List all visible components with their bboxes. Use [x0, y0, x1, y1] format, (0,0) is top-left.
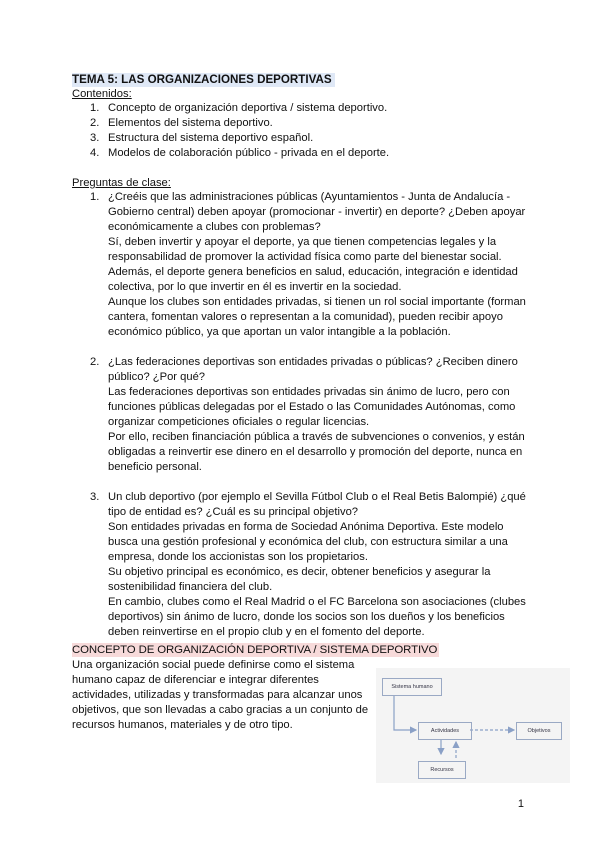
answer-line: Su objetivo principal es económico, es decir, obtener beneficios y asegurar la — [108, 566, 491, 578]
diagram-box-recursos: Recursos — [418, 761, 466, 779]
answer-line: Además, el deporte genera beneficios en salud, educación, integración e identidad — [108, 266, 518, 278]
answer-line: sostenibilidad financiera del club. — [108, 581, 273, 593]
diagram-box-sistema-humano: Sistema humano — [382, 678, 442, 696]
paragraph-line: recursos humanos, materiales y de otro tipo. — [72, 719, 293, 731]
answer-line: organizar competiciones oficiales o regular licencias. — [108, 416, 370, 428]
list-number: 2. — [90, 117, 100, 129]
page-number: 1 — [517, 798, 524, 810]
answer-line: deportivos) sin ánimo de lucro, donde los socios son los dueños y los beneficios — [108, 611, 505, 623]
answer-line: Aunque los clubes son entidades privadas, si tienen un rol social importante (forman — [108, 296, 526, 308]
questions-heading: Preguntas de clase: — [72, 177, 171, 189]
list-number: 4. — [90, 147, 100, 159]
answer-line: En cambio, clubes como el Real Madrid o el FC Barcelona son asociaciones (clubes — [108, 596, 526, 608]
list-number: 3. — [90, 132, 100, 144]
paragraph-line: Una organización social puede definirse como el sistema — [72, 659, 355, 671]
question-line: tipo de entidad es? ¿Cuál es su principal objetivo? — [108, 506, 359, 518]
answer-line: funciones públicas delegadas por el Estado o las Comunidades Autónomas, como — [108, 401, 516, 413]
question-number: 1. — [90, 191, 100, 203]
question-number: 3. — [90, 491, 100, 503]
question-line: económicamente a clubes con problemas? — [108, 221, 321, 233]
answer-line: colectiva, por lo que invertir en él es invertir en la sociedad. — [108, 281, 402, 293]
paragraph-line: objetivos, que son llevadas a cabo gracias a un conjunto de — [72, 704, 369, 716]
organization-diagram — [376, 668, 570, 783]
question-number: 2. — [90, 356, 100, 368]
page-title: TEMA 5: LAS ORGANIZACIONES DEPORTIVAS — [72, 73, 335, 87]
answer-line: deben reinvertirse en el propio club y en el fomento del deporte. — [108, 626, 425, 638]
list-number: 1. — [90, 102, 100, 114]
contents-heading: Contenidos: — [72, 88, 132, 100]
question-line: ¿Creéis que las administraciones públicas (Ayuntamientos - Junta de Andalucía - — [108, 191, 511, 203]
list-text: Estructura del sistema deportivo español. — [108, 132, 314, 144]
list-text: Elementos del sistema deportivo. — [108, 117, 273, 129]
answer-line: busca una gestión profesional y económica del club, con estructura similar a una — [108, 536, 508, 548]
diagram-box-actividades: Actividades — [418, 722, 472, 740]
question-line: Un club deportivo (por ejemplo el Sevilla Fútbol Club o el Real Betis Balompié) ¿qué — [108, 491, 526, 503]
answer-line: Por ello, reciben financiación pública a través de subvenciones o convenios, y están — [108, 431, 525, 443]
answer-line: Las federaciones deportivas son entidades privadas sin ánimo de lucro, pero con — [108, 386, 510, 398]
list-text: Modelos de colaboración público - privada en el deporte. — [108, 147, 390, 159]
question-line: público? ¿Por qué? — [108, 371, 206, 383]
answer-line: empresa, donde los accionistas son los propietarios. — [108, 551, 368, 563]
list-text: Concepto de organización deportiva / sistema deportivo. — [108, 102, 388, 114]
paragraph-line: humano capaz de diferenciar e integrar diferentes — [72, 674, 319, 686]
answer-line: obligadas a reinvertir ese dinero en el desarrollo y promoción del deporte, nunca en — [108, 446, 523, 458]
question-line: ¿Las federaciones deportivas son entidades privadas o públicas? ¿Reciben dinero — [108, 356, 518, 368]
answer-line: responsabilidad de promover la actividad física como parte del bienestar social. — [108, 251, 502, 263]
answer-line: beneficio personal. — [108, 461, 202, 473]
answer-line: Son entidades privadas en forma de Sociedad Anónima Deportiva. Este modelo — [108, 521, 504, 533]
answer-line: Sí, deben invertir y apoyar el deporte, ya que tienen competencias legales y la — [108, 236, 497, 248]
question-line: Gobierno central) deben apoyar (promocionar - invertir) en deporte? ¿Deben apoyar — [108, 206, 526, 218]
answer-line: económico público, ya que aportan un valor intangible a la población. — [108, 326, 451, 338]
paragraph-line: actividades, utilizadas y transformadas para alcanzar unos — [72, 689, 363, 701]
answer-line: cantera, fomentan valores o representan a la comunidad), pueden recibir apoyo — [108, 311, 503, 323]
diagram-box-objetivos: Objetivos — [516, 722, 562, 740]
section-heading: CONCEPTO DE ORGANIZACIÓN DEPORTIVA / SISTEMA DEPORTIVO — [72, 644, 438, 656]
